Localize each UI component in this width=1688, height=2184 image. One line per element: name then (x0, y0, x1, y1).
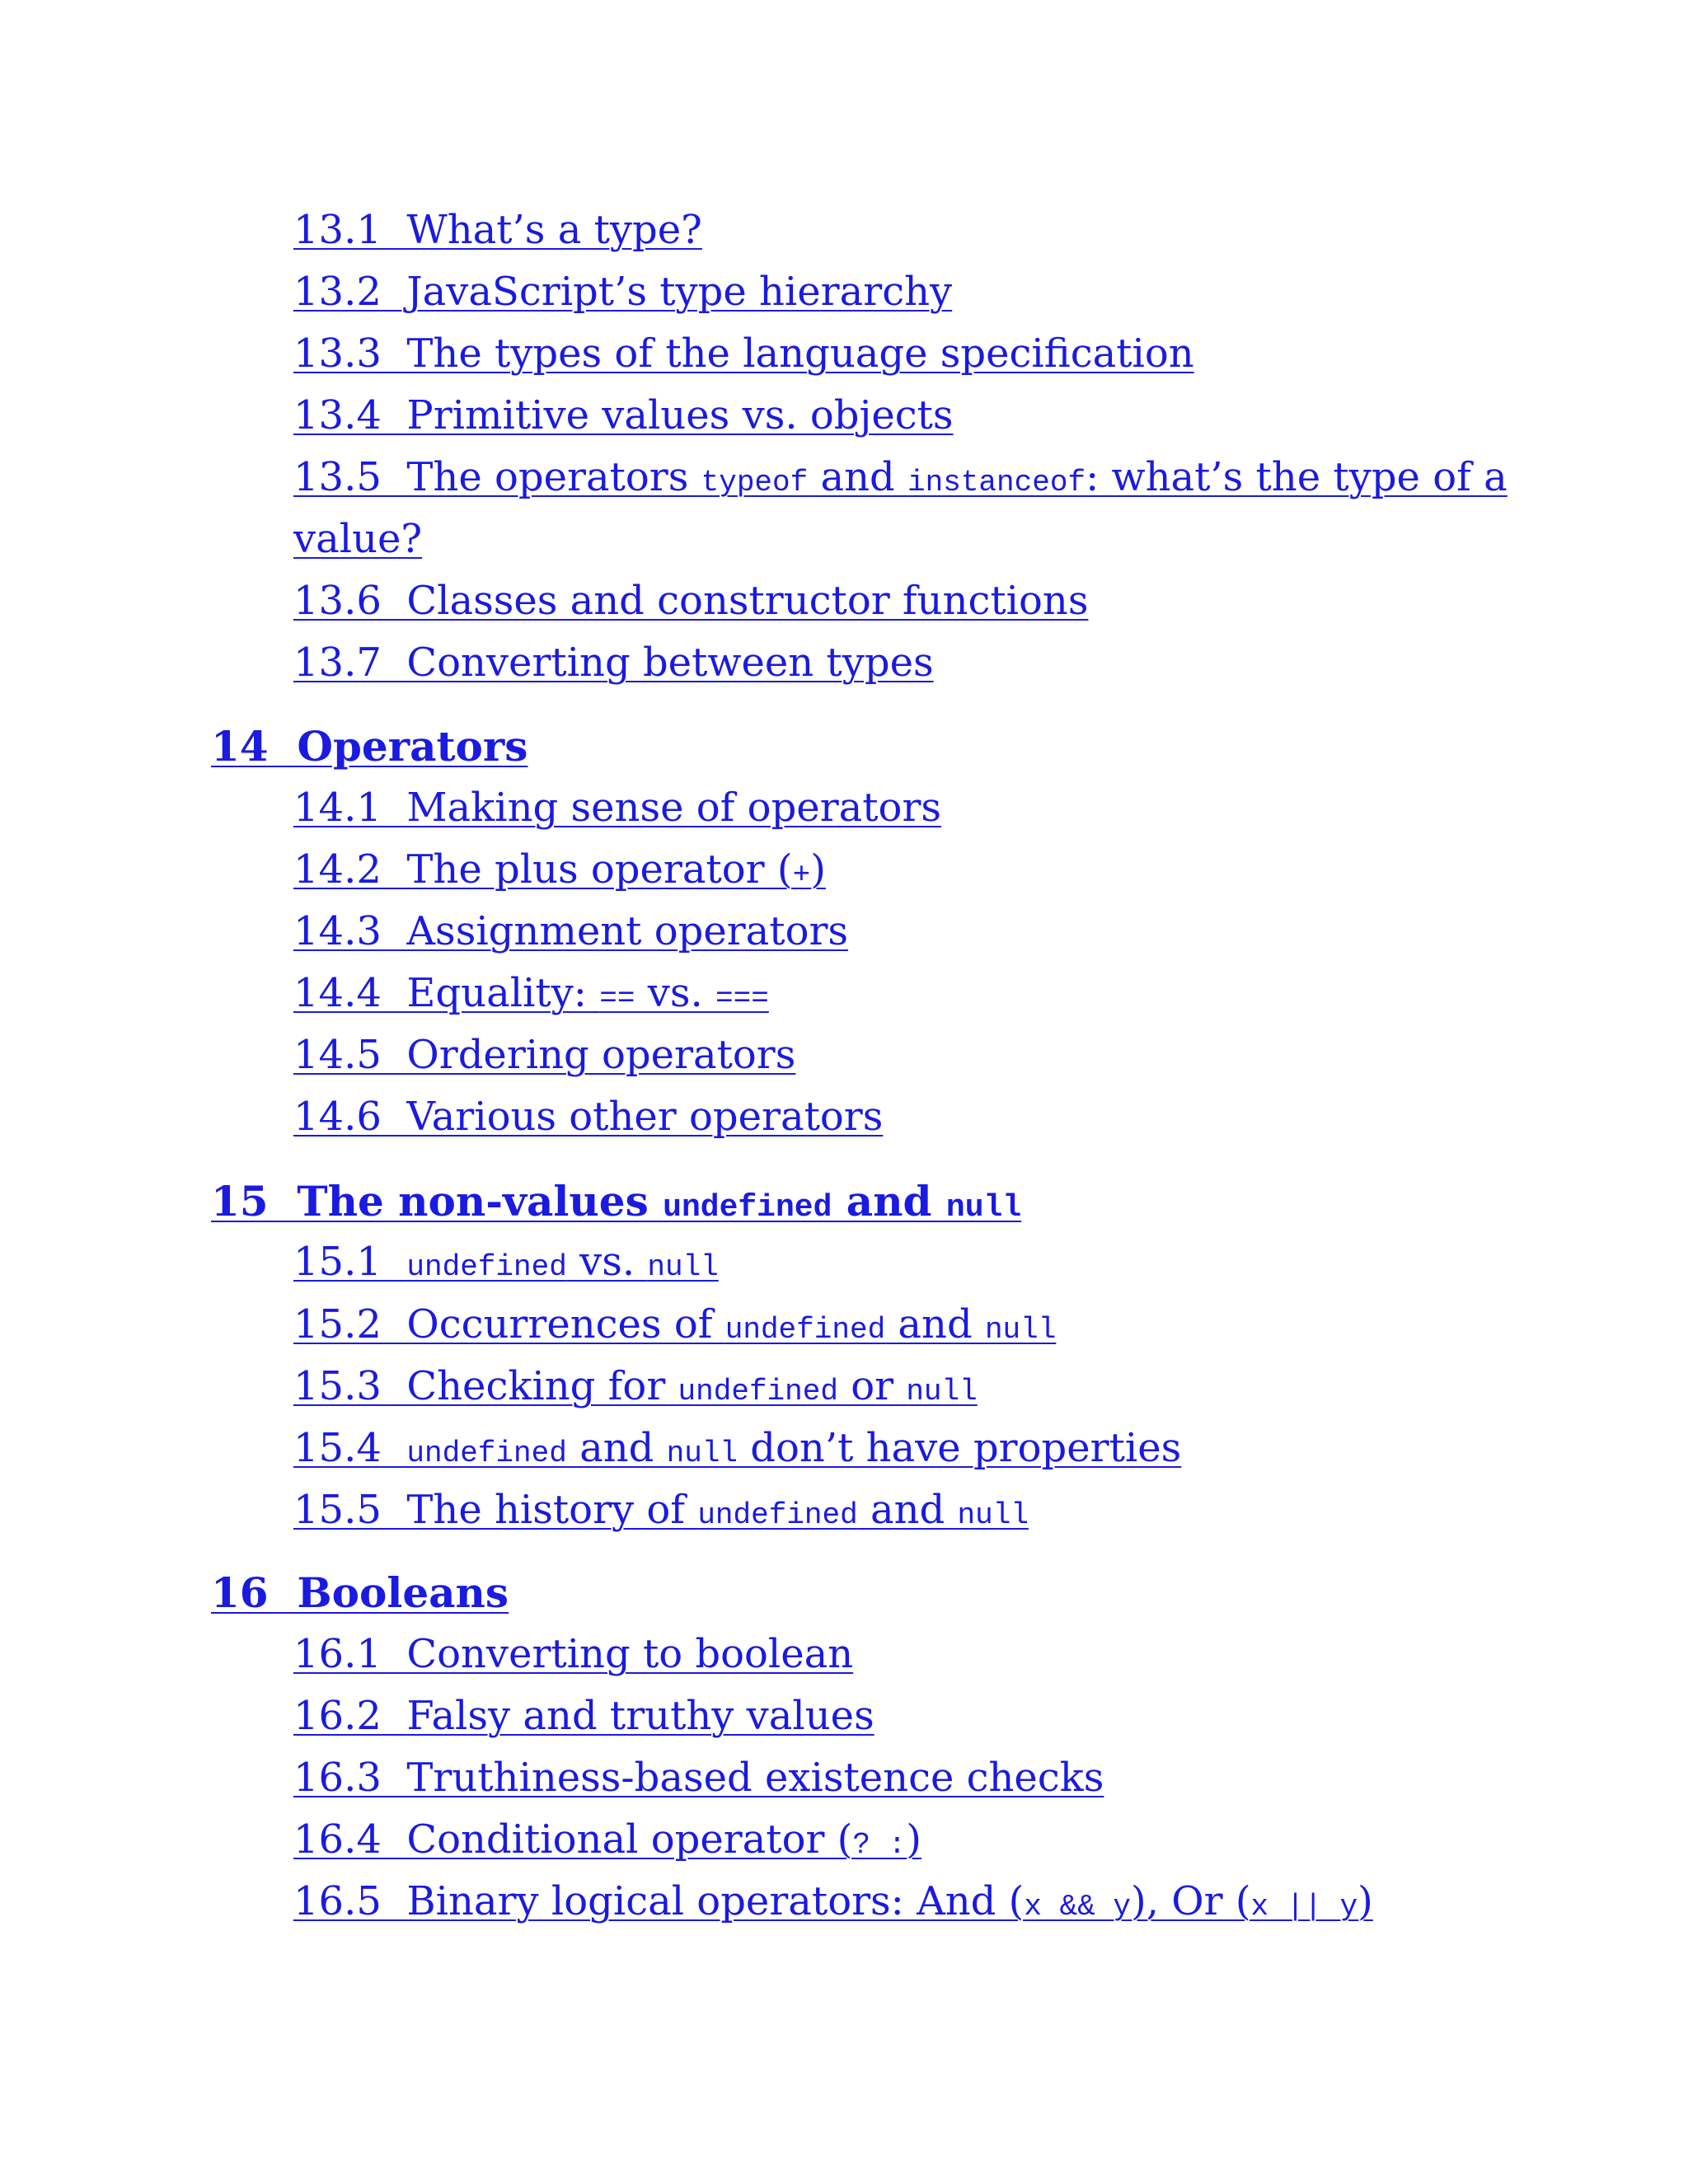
entry-text: 14.3 Assignment operators (293, 908, 849, 954)
toc-entry-link-continuation[interactable] (293, 509, 422, 570)
entry-text: 14.5 Ordering operators (293, 1032, 796, 1078)
toc-entry-link[interactable] (293, 901, 848, 963)
code-literal: undefined (697, 1498, 858, 1532)
entry-text: : what’s the type of a (1085, 454, 1507, 500)
code-literal: null (906, 1375, 978, 1408)
code-literal: undefined (663, 1190, 832, 1226)
toc-entry-link[interactable] (293, 839, 826, 906)
toc-entry-link[interactable] (293, 1086, 883, 1148)
toc-entry-link[interactable] (293, 570, 1088, 632)
entry-text: 16.5 Binary logical operators: And ( (293, 1878, 1025, 1924)
toc-entry-link[interactable] (293, 323, 1194, 385)
entry-text: 16.1 Converting to boolean (293, 1631, 854, 1677)
toc-chapter-link[interactable] (211, 715, 528, 777)
toc-chapter-link[interactable] (211, 1170, 1021, 1239)
toc-entry-link[interactable] (293, 447, 1507, 513)
entry-text: and (808, 454, 908, 500)
entry-text: 15.5 The history of (293, 1487, 698, 1533)
entry-text: vs. (635, 970, 715, 1016)
entry-text: 16 Booleans (211, 1568, 509, 1617)
entry-text: 15.1 (293, 1239, 407, 1285)
entry-text: 13.4 Primitive values vs. objects (293, 392, 954, 438)
entry-text: vs. (566, 1239, 648, 1285)
toc-entry-link[interactable] (293, 1479, 1029, 1546)
toc-chapter-link[interactable] (211, 1562, 509, 1624)
code-literal: + (792, 858, 811, 892)
code-literal: === (715, 982, 769, 1015)
entry-text: and (857, 1487, 958, 1533)
entry-text: ) (906, 1816, 921, 1863)
entry-text: 13.1 What’s a type? (293, 207, 702, 253)
entry-text: 13.2 JavaScript’s type hierarchy (293, 269, 953, 315)
entry-text: ) (810, 846, 826, 893)
entry-text: 14.2 The plus operator ( (293, 846, 793, 893)
entry-text: 15.2 Occurrences of (293, 1301, 725, 1347)
code-literal: null (666, 1436, 738, 1470)
entry-text: 16.4 Conditional operator ( (293, 1816, 853, 1863)
entry-text: 14.1 Making sense of operators (293, 785, 942, 831)
code-literal: ? : (852, 1828, 907, 1862)
entry-text: 15.4 (293, 1425, 407, 1471)
entry-text: or (837, 1363, 907, 1409)
code-literal: undefined (406, 1250, 567, 1284)
toc-entry-link[interactable] (293, 1871, 1373, 1938)
toc-entry-link[interactable] (293, 1809, 921, 1876)
toc-entry-link[interactable] (293, 1685, 874, 1747)
toc-entry-link[interactable] (293, 1356, 978, 1422)
entry-text: 16.3 Truthiness-based existence checks (293, 1755, 1104, 1801)
entry-text: and (566, 1425, 667, 1471)
entry-text: 15.3 Checking for (293, 1363, 678, 1409)
code-literal: null (984, 1313, 1057, 1347)
toc-entry-link[interactable] (293, 1231, 719, 1298)
code-literal: x && y (1024, 1890, 1132, 1924)
entry-text: 13.6 Classes and constructor functions (293, 578, 1089, 624)
entry-text: don’t have properties (738, 1425, 1182, 1471)
toc-entry-link[interactable] (293, 1418, 1181, 1484)
code-literal: undefined (406, 1436, 567, 1470)
toc-entry-link[interactable] (293, 632, 934, 694)
entry-text: 16.2 Falsy and truthy values (293, 1693, 874, 1739)
entry-text: and (832, 1177, 946, 1226)
toc-entry-link[interactable] (293, 777, 941, 839)
toc-entry-link[interactable] (293, 1624, 853, 1685)
entry-text: ), Or ( (1131, 1878, 1251, 1924)
toc-entry-link[interactable] (293, 261, 952, 323)
code-literal: null (945, 1190, 1022, 1226)
entry-text: 13.7 Converting between types (293, 640, 934, 686)
code-literal: typeof (701, 466, 809, 499)
code-literal: undefined (678, 1375, 838, 1408)
toc-entry-link[interactable] (293, 1747, 1104, 1809)
toc-entry-link[interactable] (293, 385, 954, 447)
entry-text: 13.3 The types of the language specification (293, 330, 1194, 377)
entry-text: 15 The non-values (211, 1177, 663, 1226)
code-literal: undefined (724, 1313, 886, 1347)
toc-entry-link[interactable] (293, 1024, 795, 1086)
entry-text: 14 Operators (211, 722, 528, 771)
toc-entry-link[interactable] (293, 1294, 1056, 1361)
code-literal: instanceof (907, 466, 1086, 499)
entry-text: value? (293, 516, 423, 562)
toc-entry-link[interactable] (293, 963, 769, 1029)
code-literal: null (957, 1498, 1029, 1532)
entry-text: ) (1357, 1878, 1373, 1924)
code-literal: null (647, 1250, 719, 1284)
entry-text: 14.4 Equality: (293, 970, 600, 1016)
entry-text: 13.5 The operators (293, 454, 701, 500)
entry-text: 14.6 Various other operators (293, 1094, 884, 1140)
code-literal: x || y (1250, 1890, 1358, 1924)
toc-entry-link[interactable] (293, 199, 702, 261)
entry-text: and (885, 1301, 985, 1347)
code-literal: == (599, 982, 635, 1015)
